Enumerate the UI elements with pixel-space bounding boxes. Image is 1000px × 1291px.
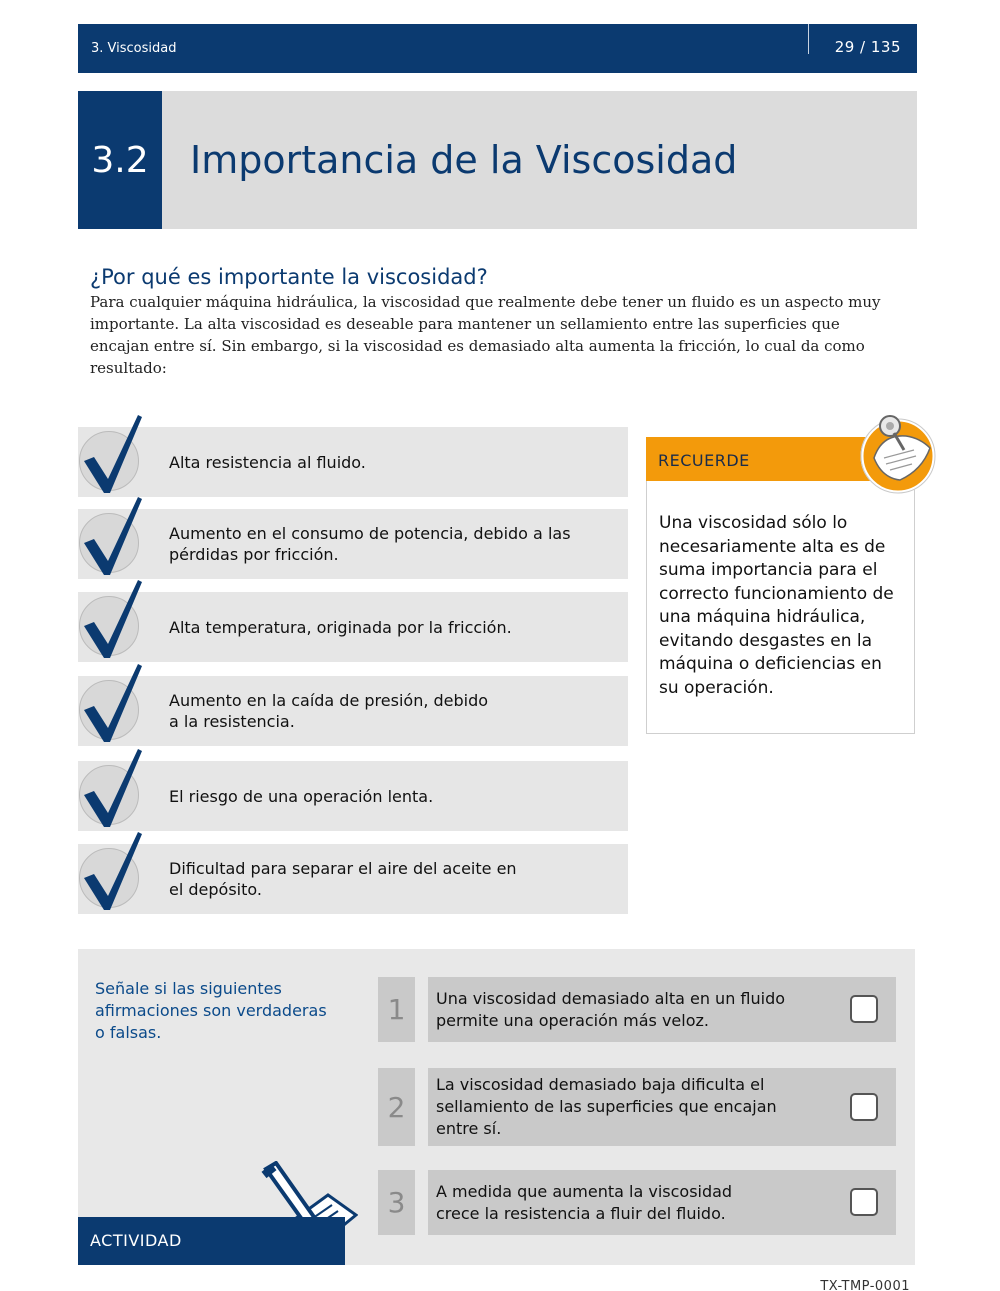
recuerde-text: Una viscosidad sólo lo necesariamente alta es de suma importancia para el correcto funcionamiento de una máquina hidráulica, evitando desgastes en la máquina o deficiencias en su operación. — [659, 513, 894, 698]
answer-checkbox[interactable] — [850, 1093, 878, 1121]
header-divider — [808, 24, 809, 54]
item-number: 2 — [378, 1068, 415, 1146]
answer-checkbox[interactable] — [850, 995, 878, 1023]
activity-prompt: Señale si las siguientes afirmaciones son verdaderas o falsas. — [95, 979, 327, 1042]
section-number: 3.2 — [78, 91, 162, 229]
checklist-text: Dificultad para separar el aire del aceite en — [169, 859, 517, 878]
note-pin-icon — [860, 406, 940, 496]
checklist-item — [78, 761, 628, 831]
item-line: entre sí. — [436, 1119, 502, 1138]
item-line: Una viscosidad demasiado alta en un fluido — [436, 988, 786, 1008]
checklist-text-2: pérdidas por fricción. — [169, 545, 339, 564]
true-false-item — [428, 1068, 896, 1146]
activity-label: ACTIVIDAD — [78, 1217, 345, 1265]
page-title: Importancia de la Viscosidad — [190, 138, 738, 182]
item-line: crece la resistencia a fluir del fluido. — [436, 1203, 726, 1223]
checklist-text: Aumento en la caída de presión, debido — [169, 691, 489, 710]
item-line: La viscosidad demasiado baja dificulta el — [436, 1075, 765, 1094]
checklist-item — [78, 676, 628, 746]
checklist-text: Alta temperatura, originada por la fricción. — [169, 617, 512, 637]
page-counter: 29 / 135 — [834, 38, 901, 56]
document-code: TX-TMP-0001 — [820, 1279, 910, 1291]
checkmark-icon — [78, 830, 146, 914]
checkmark-icon — [78, 413, 146, 497]
item-line: sellamiento de las superficies que encajan — [436, 1097, 777, 1116]
checklist-item — [78, 509, 628, 579]
checklist-text: Alta resistencia al fluido. — [169, 452, 366, 472]
true-false-item — [428, 1170, 896, 1235]
answer-checkbox[interactable] — [850, 1188, 878, 1216]
intro-paragraph: Para cualquier máquina hidráulica, la viscosidad que realmente debe tener un fluido es un aspecto muy importante. La alta viscosidad es deseable para mantener un sellamiento entre las superficies que encajan entre sí. Sin embargo, si la viscosidad es demasiado alta aumenta la fricción, lo cual da como resultado: — [90, 293, 881, 377]
recuerde-box — [646, 437, 915, 734]
item-number: 3 — [378, 1170, 415, 1235]
checklist-item — [78, 592, 628, 662]
item-number: 1 — [378, 977, 415, 1042]
checkmark-icon — [78, 662, 146, 746]
section-label: 3. Viscosidad — [91, 41, 177, 56]
checklist-text-2: a la resistencia. — [169, 712, 295, 731]
checkmark-icon — [78, 495, 146, 579]
checklist-text-2: el depósito. — [169, 880, 262, 899]
checklist-item — [78, 427, 628, 497]
checkmark-icon — [78, 747, 146, 831]
intro-question: ¿Por qué es importante la viscosidad? — [90, 265, 488, 289]
top-header-bar — [78, 24, 917, 73]
checklist-text: Aumento en el consumo de potencia, debido a las — [169, 524, 571, 543]
title-block — [78, 91, 917, 229]
checkmark-icon — [78, 578, 146, 662]
recuerde-title: RECUERDE — [646, 437, 876, 481]
item-line: permite una operación más veloz. — [436, 1010, 709, 1030]
checklist-text: El riesgo de una operación lenta. — [169, 786, 434, 806]
checklist-item — [78, 844, 628, 914]
item-line: A medida que aumenta la viscosidad — [436, 1181, 733, 1201]
true-false-item — [428, 977, 896, 1042]
